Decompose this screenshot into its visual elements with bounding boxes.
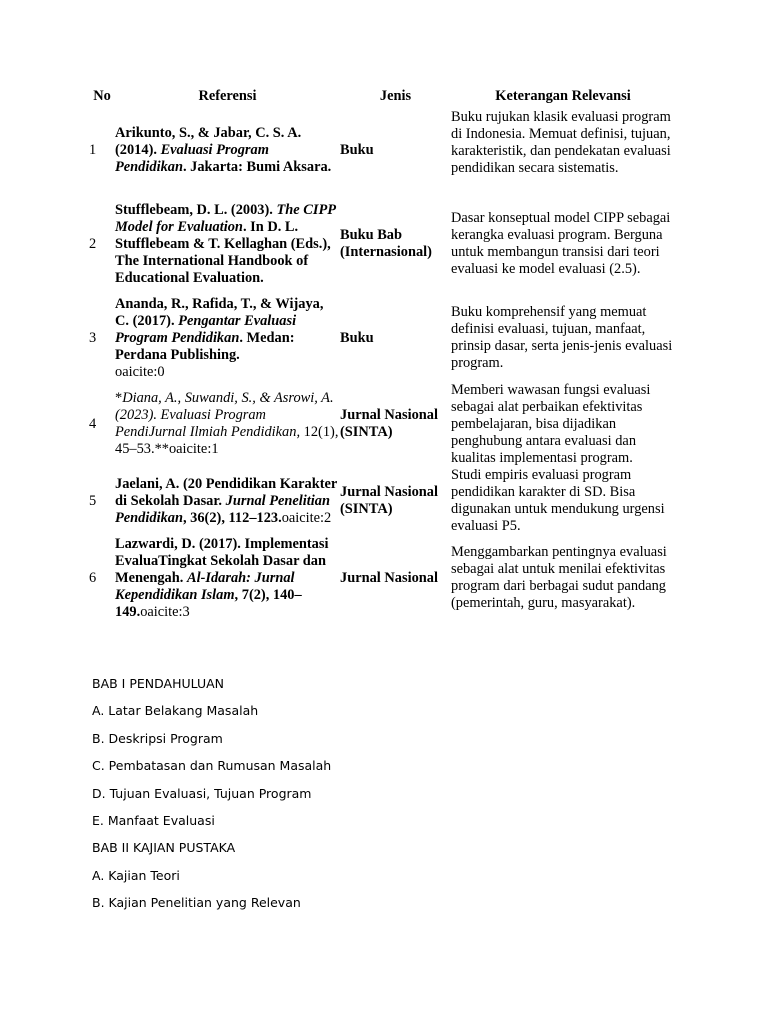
citation-marker: oaicite:2 xyxy=(281,509,332,526)
relevance-cell: Menggambarkan pentingnya evaluasi sebagai alat untuk menilai efektivitas program dari berbagai sudut pandang (pemerintah, guru, masyarakat). xyxy=(451,544,667,611)
reference-title: Jurnal Penelitian Pendidikan xyxy=(115,492,330,526)
reference-text: Stufflebeam, D. L. (2003). xyxy=(115,201,277,218)
relevance-cell: Dasar konseptual model CIPP sebagai kerangka evaluasi program. Berguna untuk membangun transisi dari teori evaluasi ke model evaluasi (2.5). xyxy=(451,210,671,277)
outline-item: A. Kajian Teori xyxy=(92,867,180,883)
relevance-cell xyxy=(451,107,675,193)
reference-text: . In D. L. Stufflebeam & T. Kellaghan (Eds.), The International Handbook of Educational Evaluation. xyxy=(115,218,331,286)
reference-cell xyxy=(115,535,340,621)
relevance-cell: Studi empiris evaluasi program pendidikan karakter di SD. Bisa digunakan untuk mendukung urgensi evaluasi P5. xyxy=(451,467,665,534)
chapter-heading: BAB II KAJIAN PUSTAKA xyxy=(92,840,236,856)
row-number: 3 xyxy=(89,329,97,346)
outline-item: E. Manfaat Evaluasi xyxy=(92,812,215,828)
reference-title: Diana, A., Suwandi, S., & Asrowi, A. (2023). Evaluasi Program PendiJurnal Ilmiah Pendidikan, xyxy=(115,390,334,440)
citation-marker: oaicite:3 xyxy=(140,603,190,620)
reference-cell xyxy=(115,467,340,535)
relevance-text: Buku rujukan klasik evaluasi program di Indonesia. Memuat definisi, tujuan, karakteristik, dan pendekatan evaluasi pendidikan secara sistematis. xyxy=(451,109,671,176)
reference-title: Evaluasi Program Pendidikan xyxy=(115,141,269,175)
type-cell: Jurnal Nasional (SINTA) xyxy=(340,484,438,517)
reference-text: Arikunto, S., & Jabar, C. S. A. (2014). xyxy=(115,124,302,158)
table-row xyxy=(89,381,675,467)
reference-text: Ananda, R., Rafida, T., & Wijaya, C. (2017). xyxy=(115,295,324,329)
table-row xyxy=(89,467,675,535)
reference-title: The CIPP Model for Evaluation xyxy=(115,201,336,235)
reference-text: Lazwardi, D. (2017). Implementasi EvaluaTingkat Sekolah Dasar dan Menengah. xyxy=(115,535,329,586)
type-cell: Buku xyxy=(340,141,374,158)
reference-cell xyxy=(115,193,340,295)
reference-text: * xyxy=(115,390,123,406)
table-row xyxy=(89,535,675,621)
reference-text: , 36(2), 112–123. xyxy=(182,509,282,526)
header-no: No xyxy=(93,88,111,104)
chapter-heading: BAB I PENDAHULUAN xyxy=(92,676,225,691)
reference-table xyxy=(89,88,675,621)
reference-text: Jaelani, A. (20 Pendidikan Karakter di Sekolah Dasar. xyxy=(115,475,338,509)
row-number: 1 xyxy=(89,141,97,158)
outline-item: D. Tujuan Evaluasi, Tujuan Program xyxy=(92,785,312,801)
type-cell: Jurnal Nasional xyxy=(340,569,438,586)
table-row xyxy=(89,193,675,295)
type-cell: Buku xyxy=(340,329,374,346)
row-number: 5 xyxy=(89,492,97,509)
type-cell: Buku Bab (Internasional) xyxy=(340,227,432,260)
reference-title: Al-Idarah: Jurnal Kependidikan Islam xyxy=(115,569,295,603)
outline-item: A. Latar Belakang Masalah xyxy=(92,703,259,719)
reference-text: . Jakarta: Bumi Aksara. xyxy=(182,158,332,175)
reference-title: Pengantar Evaluasi Program Pendidikan xyxy=(115,312,297,346)
header-keterangan: Keterangan Relevansi xyxy=(495,88,631,104)
table-row xyxy=(89,107,675,193)
row-number: 2 xyxy=(89,235,97,252)
reference-cell xyxy=(115,295,340,381)
row-number: 4 xyxy=(89,415,97,432)
relevance-cell: Buku komprehensif yang memuat definisi evaluasi, tujuan, manfaat, prinsip dasar, serta jenis-jenis evaluasi program. xyxy=(451,304,673,371)
reference-text: , 7(2), 140–149. xyxy=(115,586,302,620)
header-jenis: Jenis xyxy=(379,88,412,104)
header-referensi: Referensi xyxy=(198,88,257,104)
row-number: 6 xyxy=(89,569,97,586)
chapter-outline xyxy=(92,676,331,923)
reference-text: . Medan: Perdana Publishing. xyxy=(115,329,295,363)
citation-marker: oaicite:0 xyxy=(115,363,165,380)
outline-item: C. Pembatasan dan Rumusan Masalah xyxy=(92,758,332,774)
table-row xyxy=(89,295,675,381)
table-header-row xyxy=(89,88,675,107)
reference-cell xyxy=(115,107,340,193)
outline-item: B. Deskripsi Program xyxy=(92,730,223,746)
outline-item: B. Kajian Penelitian yang Relevan xyxy=(92,895,301,911)
relevance-cell: Memberi wawasan fungsi evaluasi sebagai alat perbaikan efektivitas pembelajaran, bisa dijadikan penghubung antara evaluasi dan kualitas implementasi program. xyxy=(451,381,651,466)
reference-cell xyxy=(115,381,340,467)
type-cell: Jurnal Nasional (SINTA) xyxy=(340,407,438,440)
reference-text: 12(1), 45–53.**oaicite:1 xyxy=(115,424,339,457)
